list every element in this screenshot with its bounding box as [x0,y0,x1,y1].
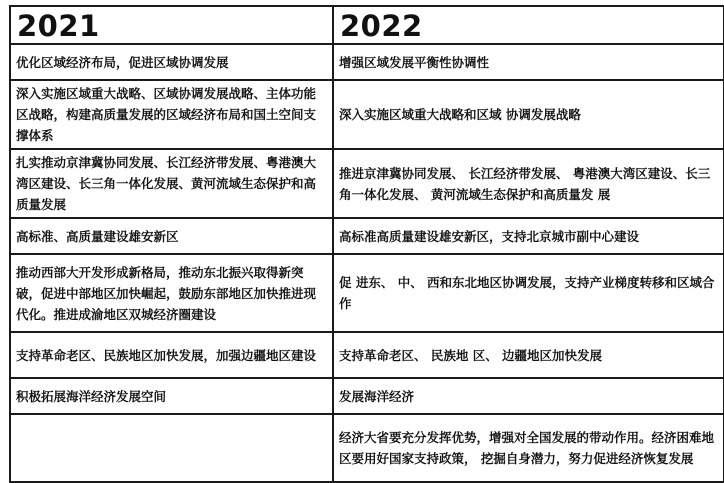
cell-2021: 优化区域经济布局，促进区域协调发展 [10,44,333,80]
header-row [10,6,724,44]
table-row [10,378,724,414]
header-2021: 2021 [10,6,333,44]
table-row [10,80,724,149]
table-row [10,149,724,218]
cell-2021: 支持革命老区、民族地区加快发展，加强边疆地区建设 [10,332,333,378]
cell-2021: 高标准、高质量建设雄安新区 [10,218,333,254]
cell-2021: 推动西部大开发形成新格局，推动东北振兴取得新突破，促进中部地区加快崛起，鼓励东部地区加快推进现代化。推进成渝地区双城经济圈建设 [10,254,333,332]
header-2022: 2022 [333,6,724,44]
cell-2022: 高标准高质量建设雄安新区，支持北京城市副中心建设 [333,218,724,254]
table-row [10,44,724,80]
cell-2022: 深入实施区域重大战略和区域 协调发展战略 [333,80,724,149]
table-row [10,414,724,482]
cell-2022: 增强区域发展平衡性协调性 [333,44,724,80]
cell-2022: 经济大省要充分发挥优势，增强对全国发展的带动作用。经济困难地区要用好国家支持政策， 挖掘自身潜力，努力促进经济恢复发展 [333,414,724,482]
cell-2021-empty [10,414,333,482]
cell-2022: 促 进东、 中、 西和东北地区协调发展，支持产业梯度转移和区域合作 [333,254,724,332]
cell-2021: 积极拓展海洋经济发展空间 [10,378,333,414]
table-row [10,218,724,254]
comparison-table [9,5,724,483]
cell-2021: 扎实推动京津冀协同发展、长江经济带发展、粤港澳大湾区建设、长三角一体化发展、黄河流域生态保护和高质量发展 [10,149,333,218]
cell-2022: 支持革命老区、 民族地 区、 边疆地区加快发展 [333,332,724,378]
cell-2022: 推进京津冀协同发展、 长江经济带发展、 粤港澳大湾区建设、长三角一体化发展、 黄河流域生态保护和高质量发 展 [333,149,724,218]
table-row [10,332,724,378]
cell-2021: 深入实施区域重大战略、区域协调发展战略、主体功能区战略，构建高质量发展的区域经济布局和国土空间支撑体系 [10,80,333,149]
table-row [10,254,724,332]
cell-2022: 发展海洋经济 [333,378,724,414]
